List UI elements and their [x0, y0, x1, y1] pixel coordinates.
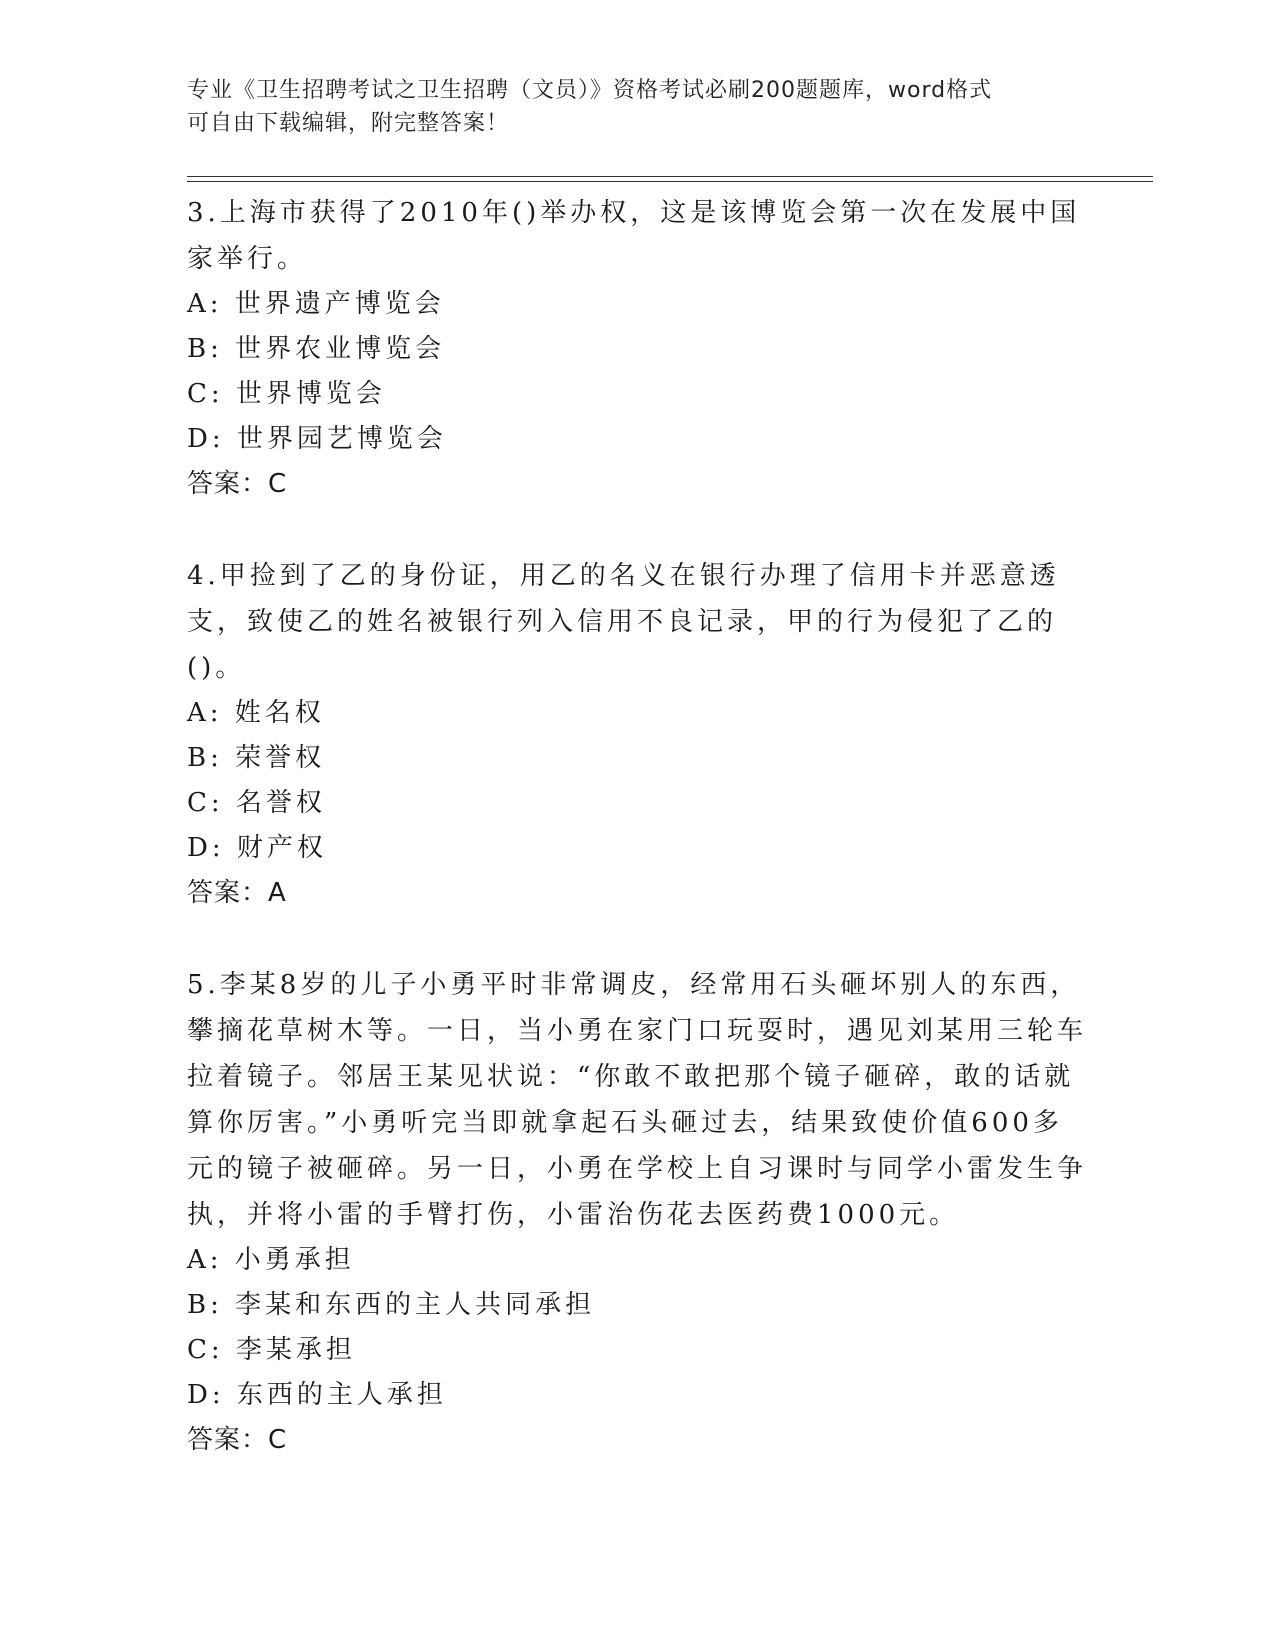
question-list — [187, 190, 1087, 1509]
answer-label: 答案：C — [187, 1425, 288, 1455]
header-line-1: 专业《卫生招聘考试之卫生招聘（文员）》资格考试必刷200题题库，word格式 — [187, 78, 993, 103]
option-a: A: 世界遗产博览会 — [187, 289, 445, 319]
question-stem: 3.上海市获得了2010年()举办权，这是该博览会第一次在发展中国家举行。 — [187, 198, 1081, 274]
option-a: A: 姓名权 — [187, 698, 325, 728]
option-a: A: 小勇承担 — [187, 1245, 355, 1275]
question-stem: 4.甲捡到了乙的身份证，用乙的名义在银行办理了信用卡并恶意透支，致使乙的姓名被银行列入信用不良记录，甲的行为侵犯了乙的()。 — [187, 561, 1060, 683]
option-c: C: 世界博览会 — [187, 379, 386, 409]
question-4 — [187, 553, 1087, 916]
option-b: B: 荣誉权 — [187, 743, 326, 773]
document-header — [187, 74, 1067, 140]
header-divider-bottom — [187, 181, 1153, 182]
question-stem: 5.李某8岁的儿子小勇平时非常调皮，经常用石头砸坏别人的东西，攀摘花草树木等。一日，当小勇在家门口玩耍时，遇见刘某用三轮车拉着镜子。邻居王某见状说：“你敢不敢把那个镜子砸碎，敢的话就算你厉害。”小勇听完当即就拿起石头砸过去，结果致使价值600多元的镜子被砸碎。另一日，小勇在学校上自习课时与同学小雷发生争执，并将小雷的手臂打伤，小雷治伤花去医药费1000元。 — [187, 970, 1088, 1230]
header-divider-top — [187, 176, 1153, 177]
option-c: C: 李某承担 — [187, 1335, 356, 1365]
option-b: B: 世界农业博览会 — [187, 334, 446, 364]
header-line-2: 可自由下载编辑，附完整答案！ — [187, 111, 510, 136]
answer-label: 答案：A — [187, 878, 287, 908]
question-3 — [187, 190, 1087, 507]
answer-label: 答案：C — [187, 469, 288, 499]
option-c: C: 名誉权 — [187, 788, 326, 818]
option-d: D: 财产权 — [187, 833, 327, 863]
question-5 — [187, 962, 1087, 1463]
option-b: B: 李某和东西的主人共同承担 — [187, 1290, 596, 1320]
option-d: D: 世界园艺博览会 — [187, 424, 447, 454]
option-d: D: 东西的主人承担 — [187, 1380, 447, 1410]
